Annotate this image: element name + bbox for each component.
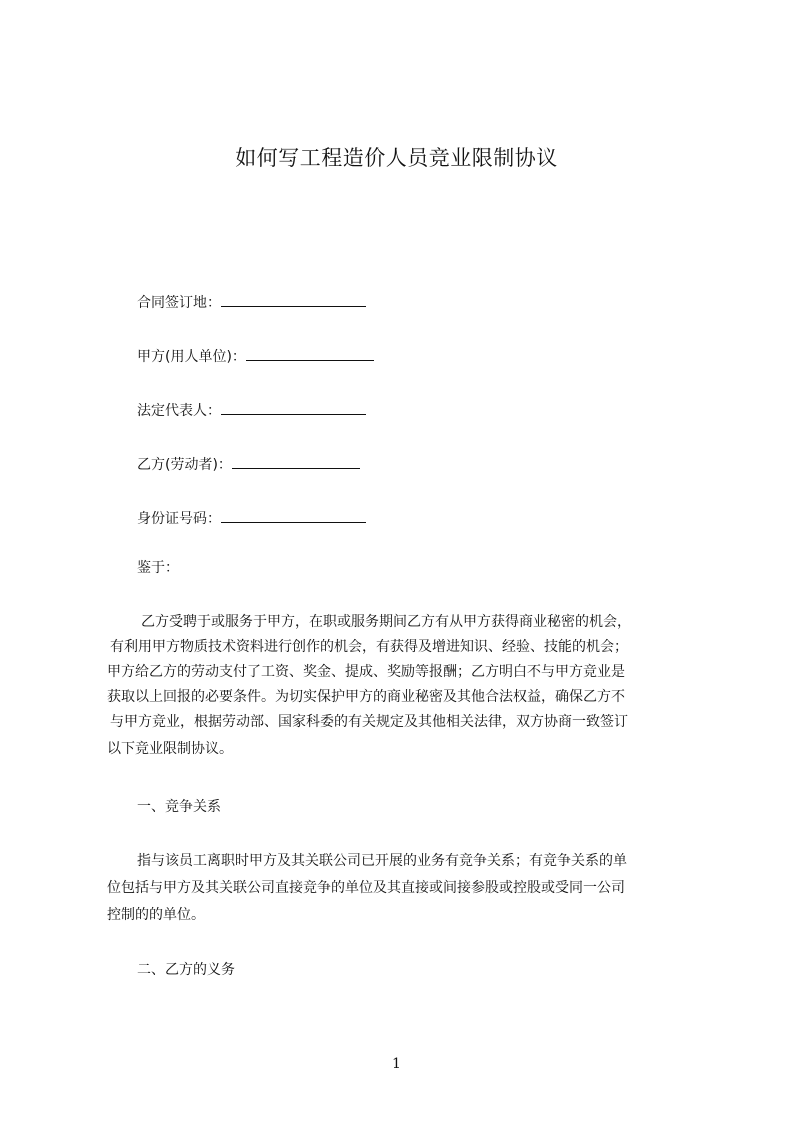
paragraph-line: 以下竞业限制协议。 — [107, 741, 233, 757]
field-id-number — [137, 508, 366, 528]
section-heading-obligations: 二、乙方的义务 — [137, 962, 235, 978]
field-party-b — [137, 454, 360, 474]
paragraph-line: 有利用甲方物质技术资料进行创作的机会，有获得及增进知识、经验、技能的机会； — [110, 639, 628, 655]
paragraph-line: 与甲方竞业，根据劳动部、国家科委的有关规定及其他相关法律，双方协商一致签订 — [110, 714, 628, 730]
page-number: 1 — [392, 1056, 401, 1072]
paragraph-line: 控制的的单位。 — [107, 907, 205, 923]
blank-line — [232, 454, 360, 469]
field-legal-representative — [137, 400, 366, 420]
whereas-label: 鉴于： — [137, 560, 179, 576]
field-signing-place — [137, 292, 366, 312]
field-party-a — [137, 346, 374, 366]
field-label: 甲方(用人单位)： — [137, 349, 246, 365]
paragraph-line: 乙方受聘于或服务于甲方，在职或服务期间乙方有从甲方获得商业秘密的机会， — [141, 614, 631, 630]
paragraph-line: 指与该员工离职时甲方及其关联公司已开展的业务有竞争关系；有竞争关系的单 — [137, 853, 627, 869]
field-label: 法定代表人： — [137, 403, 221, 419]
paragraph-line: 获取以上回报的必要条件。为切实保护甲方的商业秘密及其他合法权益，确保乙方不 — [107, 689, 625, 705]
paragraph-line: 甲方给乙方的劳动支付了工资、奖金、提成、奖励等报酬；乙方明白不与甲方竞业是 — [107, 664, 625, 680]
field-label: 乙方(劳动者)： — [137, 457, 232, 473]
field-label: 合同签订地： — [137, 295, 221, 311]
section-heading-competition: 一、竞争关系 — [137, 799, 221, 815]
blank-line — [221, 508, 366, 523]
document-title: 如何写工程造价人员竞业限制协议 — [235, 146, 558, 170]
blank-line — [246, 346, 374, 361]
blank-line — [221, 400, 366, 415]
paragraph-line: 位包括与甲方及其关联公司直接竞争的单位及其直接或间接参股或控股或受同一公司 — [107, 880, 625, 896]
blank-line — [221, 292, 366, 307]
field-label: 身份证号码： — [137, 511, 221, 527]
